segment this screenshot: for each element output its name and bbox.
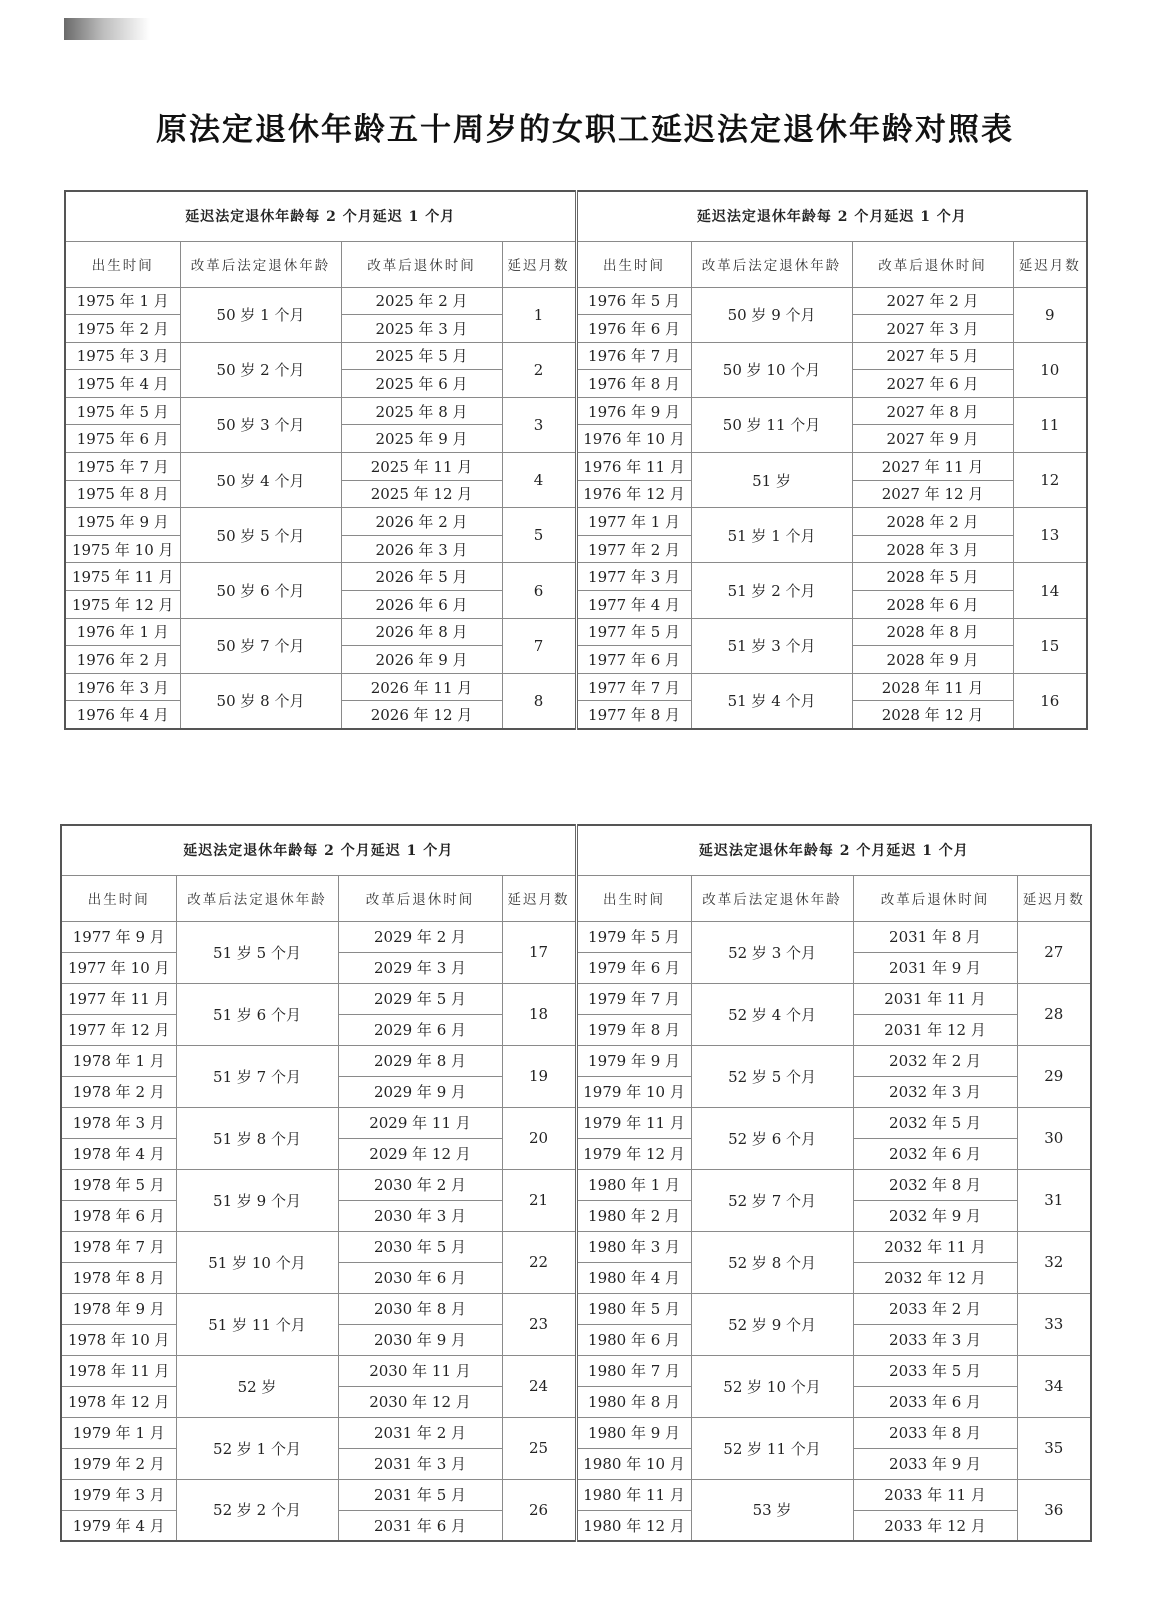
retirement-age-cell: 50 岁 4 个月 bbox=[180, 453, 341, 508]
birth-date-cell: 1977 年 2 月 bbox=[576, 535, 691, 563]
header-birth-date: 出生时间 bbox=[65, 241, 180, 287]
birth-date-cell: 1976 年 6 月 bbox=[576, 315, 691, 343]
birth-date-cell: 1978 年 9 月 bbox=[61, 1293, 176, 1324]
header-retirement-age: 改革后法定退休年龄 bbox=[691, 241, 852, 287]
retirement-time-cell: 2025 年 2 月 bbox=[341, 287, 502, 315]
delay-months-cell: 22 bbox=[502, 1231, 576, 1293]
delay-months-cell: 9 bbox=[1013, 287, 1087, 342]
delay-months-cell: 26 bbox=[502, 1479, 576, 1541]
birth-date-cell: 1977 年 11 月 bbox=[61, 983, 176, 1014]
retirement-age-cell: 51 岁 9 个月 bbox=[176, 1169, 338, 1231]
delay-months-cell: 11 bbox=[1013, 397, 1087, 452]
delay-months-cell: 24 bbox=[502, 1355, 576, 1417]
delay-months-cell: 1 bbox=[502, 287, 576, 342]
header-retirement-age: 改革后法定退休年龄 bbox=[176, 875, 338, 921]
birth-date-cell: 1978 年 6 月 bbox=[61, 1200, 176, 1231]
birth-date-cell: 1980 年 2 月 bbox=[576, 1200, 691, 1231]
birth-date-cell: 1978 年 7 月 bbox=[61, 1231, 176, 1262]
retirement-time-cell: 2025 年 9 月 bbox=[341, 425, 502, 453]
header-birth-date: 出生时间 bbox=[576, 241, 691, 287]
header-retirement-time: 改革后退休时间 bbox=[852, 241, 1013, 287]
retirement-time-cell: 2031 年 8 月 bbox=[853, 921, 1017, 952]
retirement-time-cell: 2028 年 2 月 bbox=[852, 508, 1013, 536]
section-label-right: 延迟法定退休年龄每 2 个月延迟 1 个月 bbox=[576, 191, 1087, 241]
table-row bbox=[61, 983, 1091, 1014]
retirement-age-cell: 53 岁 bbox=[691, 1479, 853, 1541]
birth-date-cell: 1976 年 8 月 bbox=[576, 370, 691, 398]
retirement-time-cell: 2025 年 8 月 bbox=[341, 397, 502, 425]
retirement-time-cell: 2031 年 3 月 bbox=[338, 1448, 502, 1479]
retirement-time-cell: 2033 年 12 月 bbox=[853, 1510, 1017, 1541]
birth-date-cell: 1978 年 12 月 bbox=[61, 1386, 176, 1417]
birth-date-cell: 1976 年 3 月 bbox=[65, 673, 180, 701]
retirement-time-cell: 2028 年 11 月 bbox=[852, 673, 1013, 701]
retirement-time-cell: 2031 年 5 月 bbox=[338, 1479, 502, 1510]
delay-months-cell: 31 bbox=[1017, 1169, 1091, 1231]
retirement-time-cell: 2033 年 11 月 bbox=[853, 1479, 1017, 1510]
retirement-time-cell: 2032 年 9 月 bbox=[853, 1200, 1017, 1231]
table-row bbox=[65, 618, 1087, 646]
table-row bbox=[61, 1293, 1091, 1324]
birth-date-cell: 1977 年 7 月 bbox=[576, 673, 691, 701]
delay-months-cell: 17 bbox=[502, 921, 576, 983]
table-row bbox=[65, 508, 1087, 536]
table-row bbox=[65, 342, 1087, 370]
retirement-time-cell: 2033 年 3 月 bbox=[853, 1324, 1017, 1355]
table-row bbox=[61, 1479, 1091, 1510]
retirement-age-cell: 51 岁 8 个月 bbox=[176, 1107, 338, 1169]
retirement-time-cell: 2027 年 11 月 bbox=[852, 453, 1013, 481]
retirement-time-cell: 2025 年 12 月 bbox=[341, 480, 502, 508]
delay-months-cell: 30 bbox=[1017, 1107, 1091, 1169]
retirement-age-cell: 51 岁 4 个月 bbox=[691, 673, 852, 728]
retirement-age-cell: 52 岁 3 个月 bbox=[691, 921, 853, 983]
retirement-age-cell: 52 岁 1 个月 bbox=[176, 1417, 338, 1479]
delay-months-cell: 29 bbox=[1017, 1045, 1091, 1107]
retirement-age-cell: 52 岁 4 个月 bbox=[691, 983, 853, 1045]
header-retirement-time: 改革后退休时间 bbox=[341, 241, 502, 287]
delay-months-cell: 21 bbox=[502, 1169, 576, 1231]
delay-months-cell: 12 bbox=[1013, 453, 1087, 508]
birth-date-cell: 1975 年 4 月 bbox=[65, 370, 180, 398]
retirement-age-cell: 50 岁 8 个月 bbox=[180, 673, 341, 728]
birth-date-cell: 1979 年 9 月 bbox=[576, 1045, 691, 1076]
retirement-time-cell: 2030 年 12 月 bbox=[338, 1386, 502, 1417]
birth-date-cell: 1980 年 7 月 bbox=[576, 1355, 691, 1386]
birth-date-cell: 1976 年 11 月 bbox=[576, 453, 691, 481]
retirement-time-cell: 2033 年 6 月 bbox=[853, 1386, 1017, 1417]
birth-date-cell: 1978 年 4 月 bbox=[61, 1138, 176, 1169]
retirement-age-cell: 50 岁 6 个月 bbox=[180, 563, 341, 618]
birth-date-cell: 1978 年 8 月 bbox=[61, 1262, 176, 1293]
retirement-age-cell: 51 岁 11 个月 bbox=[176, 1293, 338, 1355]
retirement-time-cell: 2033 年 5 月 bbox=[853, 1355, 1017, 1386]
retirement-time-cell: 2028 年 8 月 bbox=[852, 618, 1013, 646]
birth-date-cell: 1980 年 6 月 bbox=[576, 1324, 691, 1355]
retirement-time-cell: 2033 年 9 月 bbox=[853, 1448, 1017, 1479]
retirement-time-cell: 2026 年 6 月 bbox=[341, 591, 502, 619]
retirement-time-cell: 2026 年 8 月 bbox=[341, 618, 502, 646]
retirement-age-cell: 51 岁 2 个月 bbox=[691, 563, 852, 618]
retirement-age-cell: 52 岁 9 个月 bbox=[691, 1293, 853, 1355]
birth-date-cell: 1978 年 2 月 bbox=[61, 1076, 176, 1107]
delay-months-cell: 6 bbox=[502, 563, 576, 618]
birth-date-cell: 1977 年 8 月 bbox=[576, 701, 691, 729]
birth-date-cell: 1979 年 7 月 bbox=[576, 983, 691, 1014]
retirement-time-cell: 2029 年 11 月 bbox=[338, 1107, 502, 1138]
retirement-time-cell: 2028 年 9 月 bbox=[852, 646, 1013, 674]
birth-date-cell: 1976 年 12 月 bbox=[576, 480, 691, 508]
birth-date-cell: 1977 年 6 月 bbox=[576, 646, 691, 674]
birth-date-cell: 1979 年 6 月 bbox=[576, 952, 691, 983]
table-row bbox=[61, 1045, 1091, 1076]
retirement-age-cell: 50 岁 2 个月 bbox=[180, 342, 341, 397]
header-retirement-age: 改革后法定退休年龄 bbox=[180, 241, 341, 287]
birth-date-cell: 1978 年 10 月 bbox=[61, 1324, 176, 1355]
section-label-left: 延迟法定退休年龄每 2 个月延迟 1 个月 bbox=[65, 191, 576, 241]
delay-months-cell: 13 bbox=[1013, 508, 1087, 563]
birth-date-cell: 1976 年 10 月 bbox=[576, 425, 691, 453]
birth-date-cell: 1976 年 1 月 bbox=[65, 618, 180, 646]
retirement-age-cell: 50 岁 11 个月 bbox=[691, 397, 852, 452]
retirement-time-cell: 2027 年 2 月 bbox=[852, 287, 1013, 315]
section-row bbox=[65, 191, 1087, 241]
delay-months-cell: 36 bbox=[1017, 1479, 1091, 1541]
delay-months-cell: 7 bbox=[502, 618, 576, 673]
birth-date-cell: 1980 年 11 月 bbox=[576, 1479, 691, 1510]
retirement-time-cell: 2025 年 6 月 bbox=[341, 370, 502, 398]
birth-date-cell: 1979 年 2 月 bbox=[61, 1448, 176, 1479]
delay-months-cell: 3 bbox=[502, 397, 576, 452]
retirement-time-cell: 2033 年 2 月 bbox=[853, 1293, 1017, 1324]
retirement-time-cell: 2029 年 9 月 bbox=[338, 1076, 502, 1107]
retirement-age-cell: 51 岁 10 个月 bbox=[176, 1231, 338, 1293]
comparison-table-2 bbox=[60, 824, 1092, 1542]
retirement-time-cell: 2030 年 8 月 bbox=[338, 1293, 502, 1324]
table-row bbox=[61, 921, 1091, 952]
retirement-time-cell: 2027 年 6 月 bbox=[852, 370, 1013, 398]
retirement-time-cell: 2029 年 8 月 bbox=[338, 1045, 502, 1076]
birth-date-cell: 1980 年 9 月 bbox=[576, 1417, 691, 1448]
retirement-age-cell: 52 岁 7 个月 bbox=[691, 1169, 853, 1231]
retirement-time-cell: 2032 年 2 月 bbox=[853, 1045, 1017, 1076]
retirement-time-cell: 2030 年 2 月 bbox=[338, 1169, 502, 1200]
retirement-time-cell: 2031 年 2 月 bbox=[338, 1417, 502, 1448]
header-retirement-age: 改革后法定退休年龄 bbox=[691, 875, 853, 921]
delay-months-cell: 5 bbox=[502, 508, 576, 563]
birth-date-cell: 1980 年 12 月 bbox=[576, 1510, 691, 1541]
birth-date-cell: 1978 年 1 月 bbox=[61, 1045, 176, 1076]
birth-date-cell: 1980 年 4 月 bbox=[576, 1262, 691, 1293]
birth-date-cell: 1979 年 4 月 bbox=[61, 1510, 176, 1541]
corner-mark bbox=[64, 18, 150, 40]
birth-date-cell: 1975 年 12 月 bbox=[65, 591, 180, 619]
retirement-age-cell: 52 岁 bbox=[176, 1355, 338, 1417]
retirement-time-cell: 2029 年 6 月 bbox=[338, 1014, 502, 1045]
retirement-time-cell: 2026 年 9 月 bbox=[341, 646, 502, 674]
retirement-age-cell: 50 岁 5 个月 bbox=[180, 508, 341, 563]
retirement-time-cell: 2025 年 5 月 bbox=[341, 342, 502, 370]
delay-months-cell: 4 bbox=[502, 453, 576, 508]
birth-date-cell: 1980 年 1 月 bbox=[576, 1169, 691, 1200]
retirement-time-cell: 2027 年 9 月 bbox=[852, 425, 1013, 453]
birth-date-cell: 1979 年 1 月 bbox=[61, 1417, 176, 1448]
retirement-time-cell: 2032 年 8 月 bbox=[853, 1169, 1017, 1200]
comparison-table-1 bbox=[64, 190, 1088, 730]
retirement-time-cell: 2031 年 12 月 bbox=[853, 1014, 1017, 1045]
birth-date-cell: 1976 年 5 月 bbox=[576, 287, 691, 315]
table-row bbox=[61, 1355, 1091, 1386]
retirement-age-cell: 50 岁 1 个月 bbox=[180, 287, 341, 342]
header-delay-months: 延迟月数 bbox=[1013, 241, 1087, 287]
retirement-time-cell: 2031 年 9 月 bbox=[853, 952, 1017, 983]
section-row bbox=[61, 825, 1091, 875]
birth-date-cell: 1979 年 12 月 bbox=[576, 1138, 691, 1169]
retirement-time-cell: 2028 年 3 月 bbox=[852, 535, 1013, 563]
birth-date-cell: 1977 年 3 月 bbox=[576, 563, 691, 591]
header-retirement-time: 改革后退休时间 bbox=[853, 875, 1017, 921]
table-row bbox=[65, 287, 1087, 315]
birth-date-cell: 1977 年 10 月 bbox=[61, 952, 176, 983]
header-birth-date: 出生时间 bbox=[576, 875, 691, 921]
birth-date-cell: 1975 年 2 月 bbox=[65, 315, 180, 343]
section-label-right: 延迟法定退休年龄每 2 个月延迟 1 个月 bbox=[576, 825, 1091, 875]
retirement-time-cell: 2029 年 12 月 bbox=[338, 1138, 502, 1169]
retirement-time-cell: 2030 年 3 月 bbox=[338, 1200, 502, 1231]
birth-date-cell: 1977 年 5 月 bbox=[576, 618, 691, 646]
retirement-time-cell: 2026 年 3 月 bbox=[341, 535, 502, 563]
table-row bbox=[61, 1231, 1091, 1262]
retirement-time-cell: 2032 年 11 月 bbox=[853, 1231, 1017, 1262]
table-row bbox=[61, 1107, 1091, 1138]
birth-date-cell: 1976 年 7 月 bbox=[576, 342, 691, 370]
birth-date-cell: 1980 年 8 月 bbox=[576, 1386, 691, 1417]
retirement-age-cell: 52 岁 5 个月 bbox=[691, 1045, 853, 1107]
birth-date-cell: 1979 年 11 月 bbox=[576, 1107, 691, 1138]
header-delay-months: 延迟月数 bbox=[502, 875, 576, 921]
retirement-time-cell: 2029 年 3 月 bbox=[338, 952, 502, 983]
birth-date-cell: 1975 年 8 月 bbox=[65, 480, 180, 508]
delay-months-cell: 10 bbox=[1013, 342, 1087, 397]
retirement-age-cell: 50 岁 3 个月 bbox=[180, 397, 341, 452]
birth-date-cell: 1980 年 10 月 bbox=[576, 1448, 691, 1479]
birth-date-cell: 1978 年 5 月 bbox=[61, 1169, 176, 1200]
retirement-time-cell: 2032 年 12 月 bbox=[853, 1262, 1017, 1293]
retirement-time-cell: 2032 年 3 月 bbox=[853, 1076, 1017, 1107]
table-row bbox=[65, 453, 1087, 481]
retirement-age-cell: 52 岁 11 个月 bbox=[691, 1417, 853, 1479]
retirement-time-cell: 2025 年 3 月 bbox=[341, 315, 502, 343]
birth-date-cell: 1978 年 3 月 bbox=[61, 1107, 176, 1138]
retirement-time-cell: 2026 年 2 月 bbox=[341, 508, 502, 536]
retirement-time-cell: 2029 年 2 月 bbox=[338, 921, 502, 952]
delay-months-cell: 18 bbox=[502, 983, 576, 1045]
birth-date-cell: 1976 年 4 月 bbox=[65, 701, 180, 729]
retirement-time-cell: 2028 年 5 月 bbox=[852, 563, 1013, 591]
header-delay-months: 延迟月数 bbox=[1017, 875, 1091, 921]
delay-months-cell: 8 bbox=[502, 673, 576, 728]
retirement-time-cell: 2029 年 5 月 bbox=[338, 983, 502, 1014]
section-label-left: 延迟法定退休年龄每 2 个月延迟 1 个月 bbox=[61, 825, 576, 875]
header-birth-date: 出生时间 bbox=[61, 875, 176, 921]
delay-months-cell: 35 bbox=[1017, 1417, 1091, 1479]
retirement-time-cell: 2031 年 6 月 bbox=[338, 1510, 502, 1541]
retirement-time-cell: 2030 年 6 月 bbox=[338, 1262, 502, 1293]
birth-date-cell: 1975 年 1 月 bbox=[65, 287, 180, 315]
retirement-time-cell: 2027 年 12 月 bbox=[852, 480, 1013, 508]
retirement-time-cell: 2030 年 11 月 bbox=[338, 1355, 502, 1386]
retirement-time-cell: 2030 年 5 月 bbox=[338, 1231, 502, 1262]
retirement-time-cell: 2027 年 5 月 bbox=[852, 342, 1013, 370]
birth-date-cell: 1979 年 10 月 bbox=[576, 1076, 691, 1107]
retirement-age-cell: 50 岁 10 个月 bbox=[691, 342, 852, 397]
birth-date-cell: 1975 年 11 月 bbox=[65, 563, 180, 591]
birth-date-cell: 1980 年 5 月 bbox=[576, 1293, 691, 1324]
delay-months-cell: 2 bbox=[502, 342, 576, 397]
birth-date-cell: 1977 年 12 月 bbox=[61, 1014, 176, 1045]
delay-months-cell: 14 bbox=[1013, 563, 1087, 618]
delay-months-cell: 34 bbox=[1017, 1355, 1091, 1417]
retirement-time-cell: 2026 年 5 月 bbox=[341, 563, 502, 591]
delay-months-cell: 25 bbox=[502, 1417, 576, 1479]
table-row bbox=[61, 1417, 1091, 1448]
birth-date-cell: 1975 年 10 月 bbox=[65, 535, 180, 563]
retirement-age-cell: 52 岁 2 个月 bbox=[176, 1479, 338, 1541]
delay-months-cell: 33 bbox=[1017, 1293, 1091, 1355]
retirement-time-cell: 2027 年 8 月 bbox=[852, 397, 1013, 425]
table-row bbox=[65, 397, 1087, 425]
birth-date-cell: 1979 年 5 月 bbox=[576, 921, 691, 952]
retirement-age-cell: 50 岁 9 个月 bbox=[691, 287, 852, 342]
page-title: 原法定退休年龄五十周岁的女职工延迟法定退休年龄对照表 bbox=[156, 112, 1014, 148]
retirement-age-cell: 51 岁 3 个月 bbox=[691, 618, 852, 673]
retirement-age-cell: 52 岁 8 个月 bbox=[691, 1231, 853, 1293]
delay-months-cell: 28 bbox=[1017, 983, 1091, 1045]
delay-months-cell: 27 bbox=[1017, 921, 1091, 983]
birth-date-cell: 1979 年 3 月 bbox=[61, 1479, 176, 1510]
header-delay-months: 延迟月数 bbox=[502, 241, 576, 287]
birth-date-cell: 1977 年 4 月 bbox=[576, 591, 691, 619]
retirement-age-cell: 52 岁 10 个月 bbox=[691, 1355, 853, 1417]
table-row bbox=[61, 1169, 1091, 1200]
retirement-age-cell: 51 岁 bbox=[691, 453, 852, 508]
header-retirement-time: 改革后退休时间 bbox=[338, 875, 502, 921]
delay-months-cell: 19 bbox=[502, 1045, 576, 1107]
birth-date-cell: 1975 年 5 月 bbox=[65, 397, 180, 425]
retirement-time-cell: 2033 年 8 月 bbox=[853, 1417, 1017, 1448]
retirement-age-cell: 51 岁 6 个月 bbox=[176, 983, 338, 1045]
header-row bbox=[61, 875, 1091, 921]
birth-date-cell: 1977 年 1 月 bbox=[576, 508, 691, 536]
retirement-time-cell: 2026 年 11 月 bbox=[341, 673, 502, 701]
table-row bbox=[65, 563, 1087, 591]
birth-date-cell: 1977 年 9 月 bbox=[61, 921, 176, 952]
delay-months-cell: 16 bbox=[1013, 673, 1087, 728]
retirement-time-cell: 2032 年 6 月 bbox=[853, 1138, 1017, 1169]
birth-date-cell: 1978 年 11 月 bbox=[61, 1355, 176, 1386]
delay-months-cell: 15 bbox=[1013, 618, 1087, 673]
birth-date-cell: 1976 年 2 月 bbox=[65, 646, 180, 674]
delay-months-cell: 20 bbox=[502, 1107, 576, 1169]
retirement-time-cell: 2032 年 5 月 bbox=[853, 1107, 1017, 1138]
birth-date-cell: 1975 年 9 月 bbox=[65, 508, 180, 536]
retirement-age-cell: 51 岁 1 个月 bbox=[691, 508, 852, 563]
birth-date-cell: 1980 年 3 月 bbox=[576, 1231, 691, 1262]
birth-date-cell: 1979 年 8 月 bbox=[576, 1014, 691, 1045]
header-row bbox=[65, 241, 1087, 287]
retirement-age-cell: 50 岁 7 个月 bbox=[180, 618, 341, 673]
retirement-age-cell: 51 岁 7 个月 bbox=[176, 1045, 338, 1107]
birth-date-cell: 1975 年 3 月 bbox=[65, 342, 180, 370]
retirement-time-cell: 2031 年 11 月 bbox=[853, 983, 1017, 1014]
retirement-age-cell: 52 岁 6 个月 bbox=[691, 1107, 853, 1169]
delay-months-cell: 23 bbox=[502, 1293, 576, 1355]
retirement-time-cell: 2030 年 9 月 bbox=[338, 1324, 502, 1355]
table-row bbox=[65, 673, 1087, 701]
birth-date-cell: 1976 年 9 月 bbox=[576, 397, 691, 425]
birth-date-cell: 1975 年 7 月 bbox=[65, 453, 180, 481]
retirement-time-cell: 2025 年 11 月 bbox=[341, 453, 502, 481]
retirement-time-cell: 2028 年 12 月 bbox=[852, 701, 1013, 729]
birth-date-cell: 1975 年 6 月 bbox=[65, 425, 180, 453]
retirement-age-cell: 51 岁 5 个月 bbox=[176, 921, 338, 983]
retirement-time-cell: 2027 年 3 月 bbox=[852, 315, 1013, 343]
delay-months-cell: 32 bbox=[1017, 1231, 1091, 1293]
retirement-time-cell: 2026 年 12 月 bbox=[341, 701, 502, 729]
retirement-time-cell: 2028 年 6 月 bbox=[852, 591, 1013, 619]
